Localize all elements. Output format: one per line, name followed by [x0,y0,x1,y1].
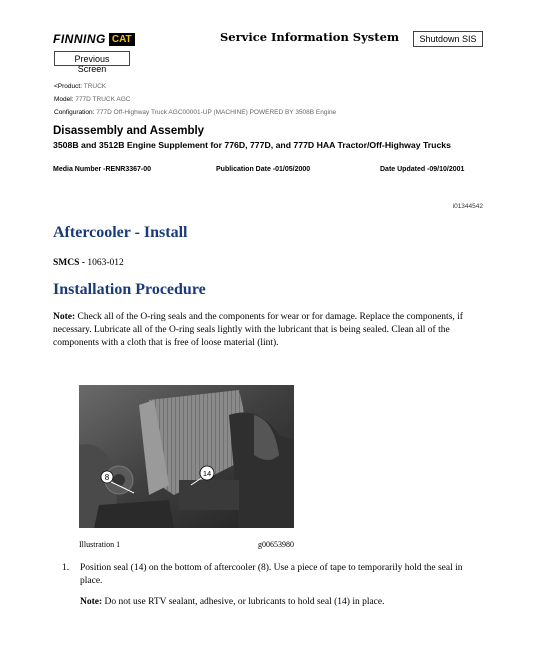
illustration-photo [79,385,294,528]
note2-label: Note: [80,597,103,607]
step-number: 1. [62,563,70,573]
logo-text: FINNING [53,32,106,46]
finning-cat-logo [53,30,135,48]
cat-badge: CAT [109,33,135,46]
note-label: Note: [53,312,76,322]
media-number: Media Number -RENR3367-00 [53,166,152,173]
sis-header [53,27,483,74]
document-subtitle: 3508B and 3512B Engine Supplement for 776D, 777D, and 777D HAA Tractor/Off-Highway Trucks [53,140,451,150]
note2-text: Do not use RTV sealant, adhesive, or lubricants to hold seal (14) in place. [104,597,385,607]
callout-14-label: 14 [202,469,212,478]
step-text: Position seal (14) on the bottom of aftercooler (8). Use a piece of tape to temporarily hold the seal in place. [80,563,463,586]
breadcrumb [54,80,336,119]
reference-id: i01344542 [452,203,483,210]
configuration-row [54,106,336,119]
document-title: Disassembly and Assembly [53,125,205,137]
product-label: <Product: [54,83,83,90]
note-text: Check all of the O-ring seals and the components for wear or for damage. Replace the components, if necessary. Lubricate all of the O-ring seals lightly with the lubricant that is being sealed. Clean all of the components with a cloth that is free of loose material (lint). [53,312,463,348]
aftercooler-photo [79,385,294,528]
note-2 [80,597,480,607]
model-link[interactable]: 777D TRUCK AGC [75,96,131,103]
shutdown-sis-button[interactable]: Shutdown SIS [413,31,483,47]
previous-screen-button[interactable]: Previous Screen [54,51,130,66]
page-heading: Aftercooler - Install [53,224,188,241]
section-heading: Installation Procedure [53,281,206,298]
product-link[interactable]: TRUCK [83,83,107,90]
date-updated: Date Updated -09/10/2001 [380,166,465,173]
illustration-id: g00653980 [258,540,294,549]
illustration-caption-row [79,540,294,549]
configuration-link[interactable]: 777D Off-Highway Truck AGC00001-UP (MACHINE) POWERED BY 3508B Engine [96,109,337,116]
smcs-label: SMCS - [53,258,85,268]
smcs-code [53,258,124,268]
note-paragraph [53,311,483,350]
smcs-value: 1063-012 [87,258,124,268]
callout-8-label: 8 [104,473,110,482]
publication-date: Publication Date -01/05/2000 [216,166,311,173]
system-title: Service Information System [220,30,400,44]
model-label: Model: [54,96,74,103]
configuration-label: Configuration: [54,109,95,116]
illustration-caption: Illustration 1 [79,540,121,549]
model-row [54,93,336,106]
product-row [54,80,336,93]
